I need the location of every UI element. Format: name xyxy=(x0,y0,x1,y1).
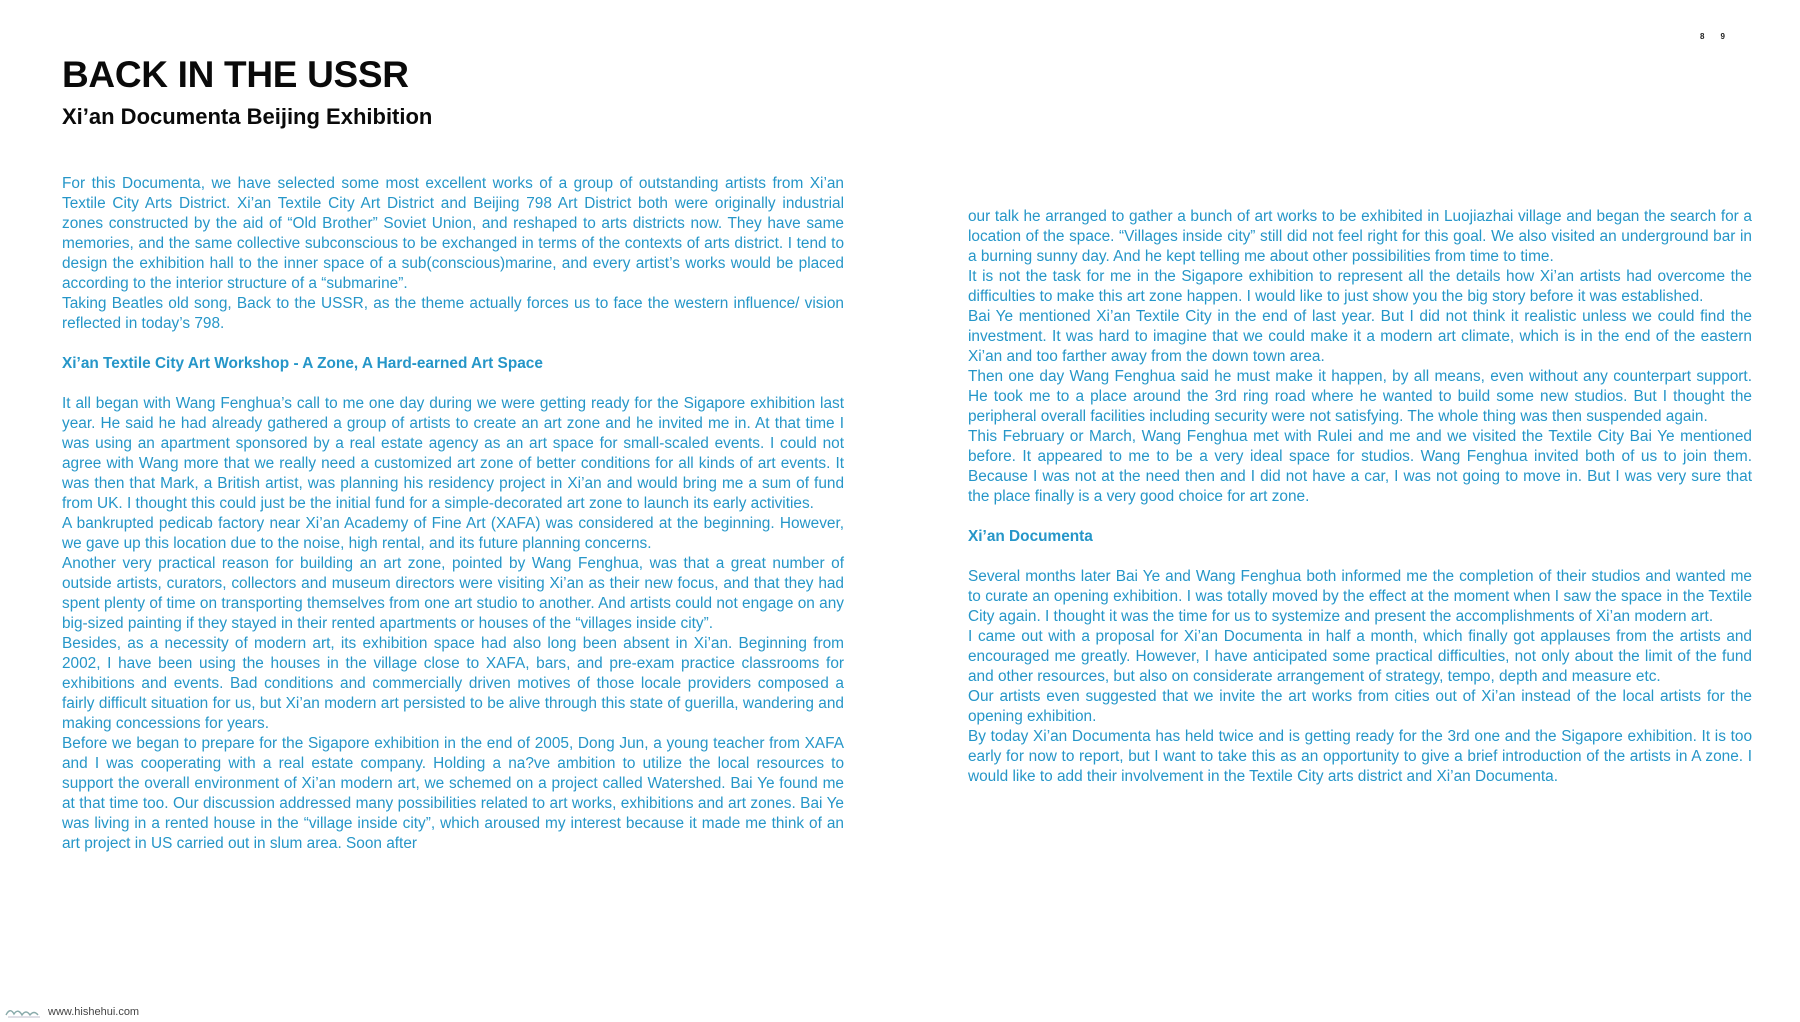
page-subtitle: Xi’an Documenta Beijing Exhibition xyxy=(62,104,433,129)
page-number-left: 8 xyxy=(1700,32,1705,41)
body-paragraph: Before we began to prepare for the Sigapore exhibition in the end of 2005, Dong Jun, a young teacher from XAFA and I was cooperating with a real estate company. Holding a na?ve ambition to utilize the local resources to support the overall environment of Xi’an modern art, we schemed on a project called Watershed. Bai Ye found me at that time too. Our discussion addressed many possibilities related to art works, exhibitions and art zones. Bai Ye was living in a rented house in the “village inside city”, which aroused my interest because it made me think of an art project in US carried out in slum area. Soon after xyxy=(62,735,844,852)
page-numbers xyxy=(1700,32,1741,41)
body-paragraph: our talk he arranged to gather a bunch of art works to be exhibited in Luojiazhai village and began the search for a location of the space. “Villages inside city” still did not feel right for this goal. We also visited an underground bar in a burning sunny day. And he kept telling me about other possibilities from time to time. xyxy=(968,208,1752,265)
body-paragraph: A bankrupted pedicab factory near Xi’an Academy of Fine Art (XAFA) was considered at the beginning. However, we gave up this location due to the noise, high rental, and its future planning concerns. xyxy=(62,515,844,552)
body-paragraph: Our artists even suggested that we invite the art works from cities out of Xi’an instead of the local artists for the opening exhibition. xyxy=(968,688,1752,725)
body-paragraph: I came out with a proposal for Xi’an Documenta in half a month, which finally got applauses from the artists and encouraged me greatly. However, I have anticipated some practical difficulties, not only about the limit of the fund and other resources, but also on considerate arrangement of strategy, tempo, depth and measure etc. xyxy=(968,628,1752,685)
body-paragraph: Several months later Bai Ye and Wang Fenghua both informed me the completion of their studios and wanted me to curate an opening exhibition. I was totally moved by the effect at the moment when I saw the space in the Textile City again. I thought it was the time for us to systemize and present the accomplishments of Xi’an modern art. xyxy=(968,568,1752,625)
watermark-text: www.hishehui.com xyxy=(48,1006,140,1018)
intro-paragraph: Taking Beatles old song, Back to the USSR, as the theme actually forces us to face the western influence/ vision reflected in today’s 798. xyxy=(62,295,844,332)
page-number-right: 9 xyxy=(1720,32,1725,41)
section-heading-textile-city: Xi’an Textile City Art Workshop - A Zone, A Hard-earned Art Space xyxy=(62,355,543,372)
body-paragraph: It all began with Wang Fenghua’s call to me one day during we were getting ready for the Sigapore exhibition last year. He said he had already gathered a group of artists to create an art zone and he invited me in. At that time I was using an apartment sponsored by a real estate agency as an art space for small-scaled events. I could not agree with Wang more that we really need a customized art zone of better conditions for all kinds of art events. It was then that Mark, a British artist, was planning his residency project in Xi’an and would bring me a sum of fund from UK. I thought this could just be the initial fund for a simple-decorated art zone to launch its early activities. xyxy=(62,395,844,512)
body-paragraph: Another very practical reason for building an art zone, pointed by Wang Fenghua, was that a great number of outside artists, curators, collectors and museum directors were visiting Xi’an as their new focus, and that they had spent plenty of time on transporting themselves from one art studio to another. And artists could not engage on any big-sized painting if they stayed in their rented apartments or houses of the “villages inside city”. xyxy=(62,555,844,632)
intro-paragraph: For this Documenta, we have selected some most excellent works of a group of outstanding artists from Xi’an Textile City Arts District. Xi’an Textile City Art District and Beijing 798 Art District both were originally industrial zones constructed by the aid of “Old Brother” Soviet Union, and reshaped to arts districts now. They have same memories, and the same collective subconscious to be exchanged in terms of the contexts of arts district. I tend to design the exhibition hall to the inner space of a sub(conscious)marine, and every artist’s works would be placed according to the interior structure of a “submarine”. xyxy=(62,175,844,292)
body-paragraph: This February or March, Wang Fenghua met with Rulei and me and we visited the Textile City Bai Ye mentioned before. It appeared to me to be a very ideal space for studios. Wang Fenghua invited both of us to join them. Because I was not at the need then and I did not have a car, I was not going to move in. But I was very sure that the place finally is a very good choice for art zone. xyxy=(968,428,1752,505)
body-paragraph: Besides, as a necessity of modern art, its exhibition space had also long been absent in Xi’an. Beginning from 2002, I have been using the houses in the village close to XAFA, bars, and pre-exam practice classrooms for exhibitions and events. Bad conditions and commercially driven motives of those locale providers composed a fairly difficult situation for us, but Xi’an modern art persisted to be alive through this state of guerilla, wandering and making concessions for years. xyxy=(62,635,844,732)
left-column xyxy=(62,174,844,854)
body-paragraph: Then one day Wang Fenghua said he must make it happen, by all means, even without any counterpart support. He took me to a place around the 3rd ring road where he wanted to build some new studios. But I thought the peripheral overall facilities including security were not satisfying. The whole thing was then suspended again. xyxy=(968,368,1752,425)
body-paragraph: By today Xi’an Documenta has held twice and is getting ready for the 3rd one and the Sigapore exhibition. It is too early for now to report, but I want to take this as an opportunity to give a brief introduction of the artists in A zone. I would like to add their involvement in the Textile City arts district and Xi’an Documenta. xyxy=(968,728,1752,785)
body-paragraph: Bai Ye mentioned Xi’an Textile City in the end of last year. But I did not think it realistic unless we could find the investment. It was hard to imagine that we could make it a modern art climate, which is in the end of the eastern Xi’an and too farther away from the down town area. xyxy=(968,308,1752,365)
body-paragraph: It is not the task for me in the Sigapore exhibition to represent all the details how Xi’an artists had overcome the difficulties to make this art zone happen. I would like to just show you the big story before it was established. xyxy=(968,268,1752,305)
section-heading-documenta: Xi’an Documenta xyxy=(968,528,1093,545)
watermark-logo-icon xyxy=(4,1005,44,1019)
right-column xyxy=(968,207,1752,787)
watermark xyxy=(4,1004,139,1020)
page-title: BACK IN THE USSR xyxy=(62,54,409,95)
